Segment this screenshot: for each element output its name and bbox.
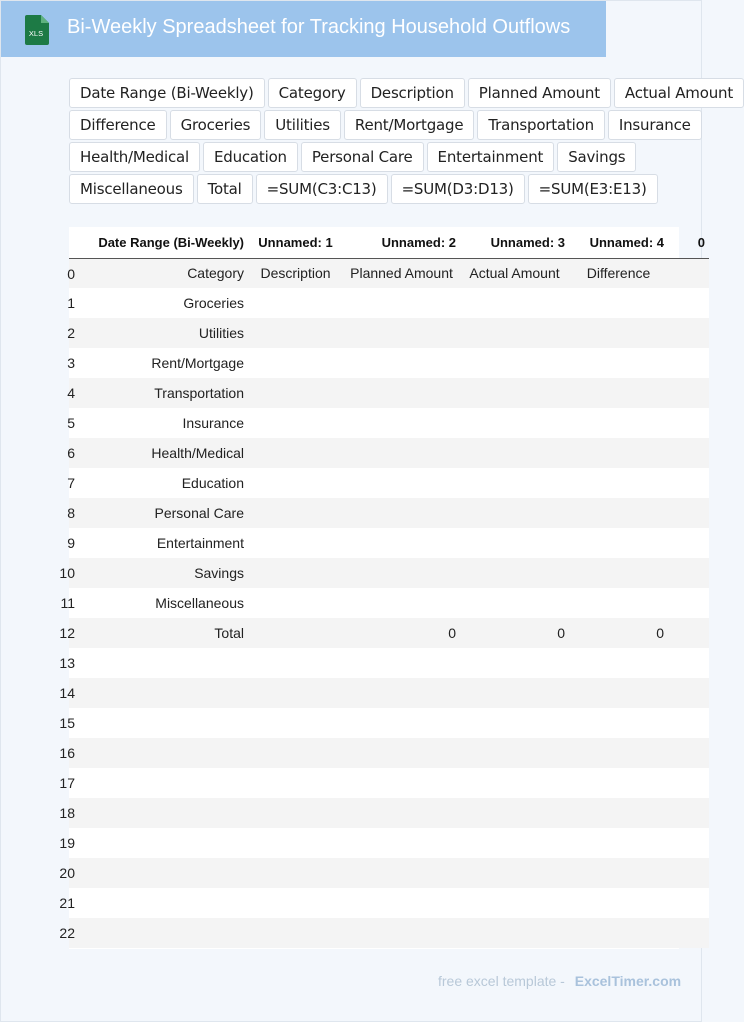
table-cell: [343, 378, 460, 408]
table-cell: [460, 828, 569, 858]
chip-row: [69, 174, 699, 204]
row-index: [69, 348, 77, 378]
table-cell: [668, 528, 709, 558]
table-cell: [343, 828, 460, 858]
row-index-label: 20: [59, 865, 75, 881]
column-chip[interactable]: Total: [197, 174, 253, 204]
table-cell: Miscellaneous: [77, 588, 248, 618]
column-header: Date Range (Bi-Weekly): [77, 227, 248, 258]
table-cell: [248, 408, 343, 438]
table-cell: Difference: [569, 258, 668, 288]
row-index-label: 11: [60, 595, 75, 611]
table-cell: [248, 498, 343, 528]
table-cell: [248, 528, 343, 558]
table-cell: Description: [248, 258, 343, 288]
chip-row: [69, 142, 699, 172]
row-index: [69, 378, 77, 408]
table-cell: Savings: [77, 558, 248, 588]
column-chip[interactable]: =SUM(C3:C13): [256, 174, 388, 204]
table-row: [69, 708, 709, 738]
table-cell: Total: [77, 618, 248, 648]
table-cell: [668, 768, 709, 798]
table-cell: [343, 708, 460, 738]
table-row: [69, 378, 709, 408]
table-cell: [343, 768, 460, 798]
row-index-label: 10: [59, 565, 75, 581]
table-cell: [460, 768, 569, 798]
row-index-label: 22: [59, 925, 75, 941]
table-cell: [569, 888, 668, 918]
table-cell: [460, 588, 569, 618]
table-cell: [460, 438, 569, 468]
table-cell: [343, 318, 460, 348]
table-row: [69, 438, 709, 468]
table-cell: [569, 558, 668, 588]
row-index-label: 13: [59, 655, 75, 671]
table-cell: Rent/Mortgage: [77, 348, 248, 378]
table-cell: [569, 348, 668, 378]
row-index-label: 14: [59, 685, 75, 701]
table-cell: [343, 408, 460, 438]
column-chip[interactable]: =SUM(E3:E13): [528, 174, 658, 204]
table-cell: [248, 618, 343, 648]
row-index: [59, 858, 77, 888]
table-cell: [343, 798, 460, 828]
row-index-label: 2: [67, 325, 75, 341]
row-index: [59, 798, 77, 828]
table-cell: [569, 468, 668, 498]
table-cell: [668, 648, 709, 678]
table-cell: [569, 798, 668, 828]
table-cell: [668, 408, 709, 438]
column-chip[interactable]: Personal Care: [301, 142, 424, 172]
column-chip[interactable]: Health/Medical: [69, 142, 200, 172]
table-cell: [460, 558, 569, 588]
table-cell: [248, 708, 343, 738]
row-index: [59, 648, 77, 678]
column-chip[interactable]: Date Range (Bi-Weekly): [69, 78, 265, 108]
table-cell: [460, 348, 569, 378]
row-index-label: 19: [59, 835, 75, 851]
row-index-label: 16: [59, 745, 75, 761]
table-cell: [248, 318, 343, 348]
table-cell: [343, 678, 460, 708]
column-chip[interactable]: Rent/Mortgage: [344, 110, 474, 140]
table-cell: Category: [77, 258, 248, 288]
table-cell: [460, 408, 569, 438]
table-cell: [77, 738, 248, 768]
row-index: [59, 828, 77, 858]
table-cell: Actual Amount: [460, 258, 569, 288]
table-cell: [77, 828, 248, 858]
table-cell: [460, 678, 569, 708]
table-cell: [343, 588, 460, 618]
table-cell: [248, 858, 343, 888]
column-chip[interactable]: =SUM(D3:D13): [391, 174, 525, 204]
table-row: [69, 618, 709, 648]
row-index-label: 1: [67, 295, 75, 311]
table-cell: [77, 798, 248, 828]
table-cell: [460, 498, 569, 528]
column-chip[interactable]: Category: [268, 78, 357, 108]
table-cell: [77, 918, 248, 948]
table-cell: [460, 318, 569, 348]
table-cell: [343, 648, 460, 678]
row-index: [69, 288, 77, 318]
row-index-label: 17: [59, 775, 75, 791]
table-row: [69, 678, 709, 708]
table-cell: [668, 828, 709, 858]
row-index-label: 7: [67, 475, 75, 491]
table-cell: [668, 588, 709, 618]
column-chip[interactable]: Transportation: [477, 110, 605, 140]
row-index-label: 4: [67, 385, 75, 401]
row-index: [59, 618, 77, 648]
table-cell: [668, 918, 709, 948]
row-index-label: 5: [67, 415, 75, 431]
table-cell: [668, 708, 709, 738]
table-cell: [248, 438, 343, 468]
table-row: [69, 318, 709, 348]
table-cell: [343, 558, 460, 588]
table-row: [69, 858, 709, 888]
table-cell: [668, 288, 709, 318]
table-cell: [343, 288, 460, 318]
table-cell: [343, 348, 460, 378]
row-index: [59, 768, 77, 798]
row-index-label: 9: [67, 535, 75, 551]
table-cell: [460, 858, 569, 888]
footer: [438, 973, 681, 989]
column-chip[interactable]: Planned Amount: [468, 78, 611, 108]
row-index: [69, 438, 77, 468]
row-index: [69, 318, 77, 348]
row-index-label: 3: [67, 355, 75, 371]
table-cell: [668, 888, 709, 918]
page-title: Bi-Weekly Spreadsheet for Tracking Household Outflows: [67, 16, 571, 38]
table-cell: [248, 918, 343, 948]
table-row: [69, 468, 709, 498]
table-cell: [569, 708, 668, 738]
table-cell: Insurance: [77, 408, 248, 438]
table-row: [69, 348, 709, 378]
table-cell: [248, 288, 343, 318]
table-cell: [460, 468, 569, 498]
table-cell: Personal Care: [77, 498, 248, 528]
table-header-row: [69, 227, 709, 258]
table-cell: [77, 648, 248, 678]
table-cell: [668, 348, 709, 378]
table-row: [69, 288, 709, 318]
row-index-label: 21: [59, 895, 75, 911]
table-cell: [569, 288, 668, 318]
row-index-label: 15: [59, 715, 75, 731]
chip-row: [69, 110, 699, 140]
table-cell: [460, 888, 569, 918]
row-index: [60, 588, 77, 618]
row-index-label: 18: [59, 805, 75, 821]
table-cell: [668, 438, 709, 468]
table-cell: [668, 318, 709, 348]
table-cell: [248, 378, 343, 408]
table-cell: [668, 558, 709, 588]
table-cell: 0: [460, 618, 569, 648]
table-cell: [248, 888, 343, 918]
table-row: [69, 558, 709, 588]
table-row: [69, 798, 709, 828]
table-cell: [668, 468, 709, 498]
column-chip[interactable]: Entertainment: [427, 142, 555, 172]
table-cell: [569, 918, 668, 948]
table-cell: [248, 828, 343, 858]
row-index: [59, 888, 77, 918]
row-index: [59, 918, 77, 948]
table-cell: [569, 768, 668, 798]
table-cell: [668, 858, 709, 888]
table-cell: [668, 738, 709, 768]
row-index-label: 0: [67, 265, 75, 282]
table-cell: [77, 678, 248, 708]
row-index: [59, 708, 77, 738]
table-cell: Utilities: [77, 318, 248, 348]
table-cell: [460, 918, 569, 948]
table-cell: [569, 318, 668, 348]
table-cell: [77, 768, 248, 798]
table-cell: [569, 738, 668, 768]
footer-label: free excel template -: [438, 973, 565, 989]
header-bar: [1, 1, 606, 57]
table-cell: Education: [77, 468, 248, 498]
svg-text:XLS: XLS: [28, 29, 44, 38]
table-cell: [460, 288, 569, 318]
table-cell: [569, 498, 668, 528]
table-cell: Health/Medical: [77, 438, 248, 468]
xls-file-icon: [23, 14, 51, 46]
column-chip[interactable]: Miscellaneous: [69, 174, 194, 204]
table-cell: [460, 528, 569, 558]
row-index-label: 6: [67, 445, 75, 461]
table-cell: [569, 588, 668, 618]
table-row: [69, 768, 709, 798]
table-cell: [77, 858, 248, 888]
column-header: [69, 227, 77, 258]
table-cell: [248, 738, 343, 768]
table-row: [69, 828, 709, 858]
table-cell: [668, 258, 709, 288]
column-chip[interactable]: Insurance: [608, 110, 702, 140]
column-header: Unnamed: 2: [343, 227, 460, 258]
column-header: Unnamed: 3: [460, 227, 569, 258]
table-cell: [569, 648, 668, 678]
column-chip[interactable]: Savings: [557, 142, 636, 172]
table-cell: [248, 798, 343, 828]
table-cell: [343, 918, 460, 948]
row-index: [69, 498, 77, 528]
table-cell: [343, 738, 460, 768]
table-row: [69, 888, 709, 918]
row-index: [69, 468, 77, 498]
table-cell: [569, 858, 668, 888]
column-header: Unnamed: 1: [248, 227, 343, 258]
table-cell: [343, 468, 460, 498]
column-chip[interactable]: Utilities: [264, 110, 341, 140]
table-cell: [668, 678, 709, 708]
table-cell: [248, 678, 343, 708]
table-cell: [77, 708, 248, 738]
table-cell: [343, 858, 460, 888]
row-index-label: 12: [59, 625, 75, 641]
column-chip[interactable]: Groceries: [170, 110, 262, 140]
table-cell: 0: [569, 618, 668, 648]
row-index: [69, 408, 77, 438]
table-cell: [668, 798, 709, 828]
column-chip[interactable]: Actual Amount: [614, 78, 744, 108]
table-cell: [460, 648, 569, 678]
table-cell: Groceries: [77, 288, 248, 318]
table-cell: [460, 378, 569, 408]
table-cell: [77, 888, 248, 918]
column-header: 0: [668, 227, 709, 258]
table-cell: [569, 678, 668, 708]
table-cell: [460, 738, 569, 768]
row-index: [59, 738, 77, 768]
table-cell: [569, 378, 668, 408]
chip-row: [69, 78, 733, 108]
table-cell: Entertainment: [77, 528, 248, 558]
table-cell: [248, 768, 343, 798]
column-chip-list: [69, 78, 733, 206]
table-cell: [668, 618, 709, 648]
row-index: [59, 678, 77, 708]
table-cell: [343, 528, 460, 558]
table-cell: [248, 348, 343, 378]
table-row: [69, 258, 709, 288]
footer-brand-link[interactable]: ExcelTimer.com: [574, 973, 682, 989]
column-header: Unnamed: 4: [569, 227, 668, 258]
data-table: [59, 227, 705, 949]
row-index: [69, 258, 77, 288]
table-cell: [460, 708, 569, 738]
table-cell: Transportation: [77, 378, 248, 408]
table-cell: [248, 648, 343, 678]
table-cell: [343, 498, 460, 528]
table-cell: [668, 378, 709, 408]
table-cell: [569, 828, 668, 858]
table-row: [69, 918, 709, 948]
table-row: [69, 588, 709, 618]
table-cell: [460, 798, 569, 828]
table-cell: [248, 468, 343, 498]
table-cell: Planned Amount: [343, 258, 460, 288]
table-cell: 0: [343, 618, 460, 648]
table-row: [69, 528, 709, 558]
row-index: [59, 558, 77, 588]
table-row: [69, 738, 709, 768]
row-index: [69, 528, 77, 558]
table-cell: [668, 498, 709, 528]
table-cell: [569, 438, 668, 468]
table-row: [69, 648, 709, 678]
table-row: [69, 408, 709, 438]
column-chip[interactable]: Difference: [69, 110, 167, 140]
table-cell: [343, 438, 460, 468]
table-cell: [248, 588, 343, 618]
row-index-label: 8: [67, 505, 75, 521]
table-row: [69, 498, 709, 528]
table-cell: [569, 408, 668, 438]
table-cell: [248, 558, 343, 588]
table-cell: [343, 888, 460, 918]
column-chip[interactable]: Description: [360, 78, 465, 108]
column-chip[interactable]: Education: [203, 142, 298, 172]
table-cell: [569, 528, 668, 558]
